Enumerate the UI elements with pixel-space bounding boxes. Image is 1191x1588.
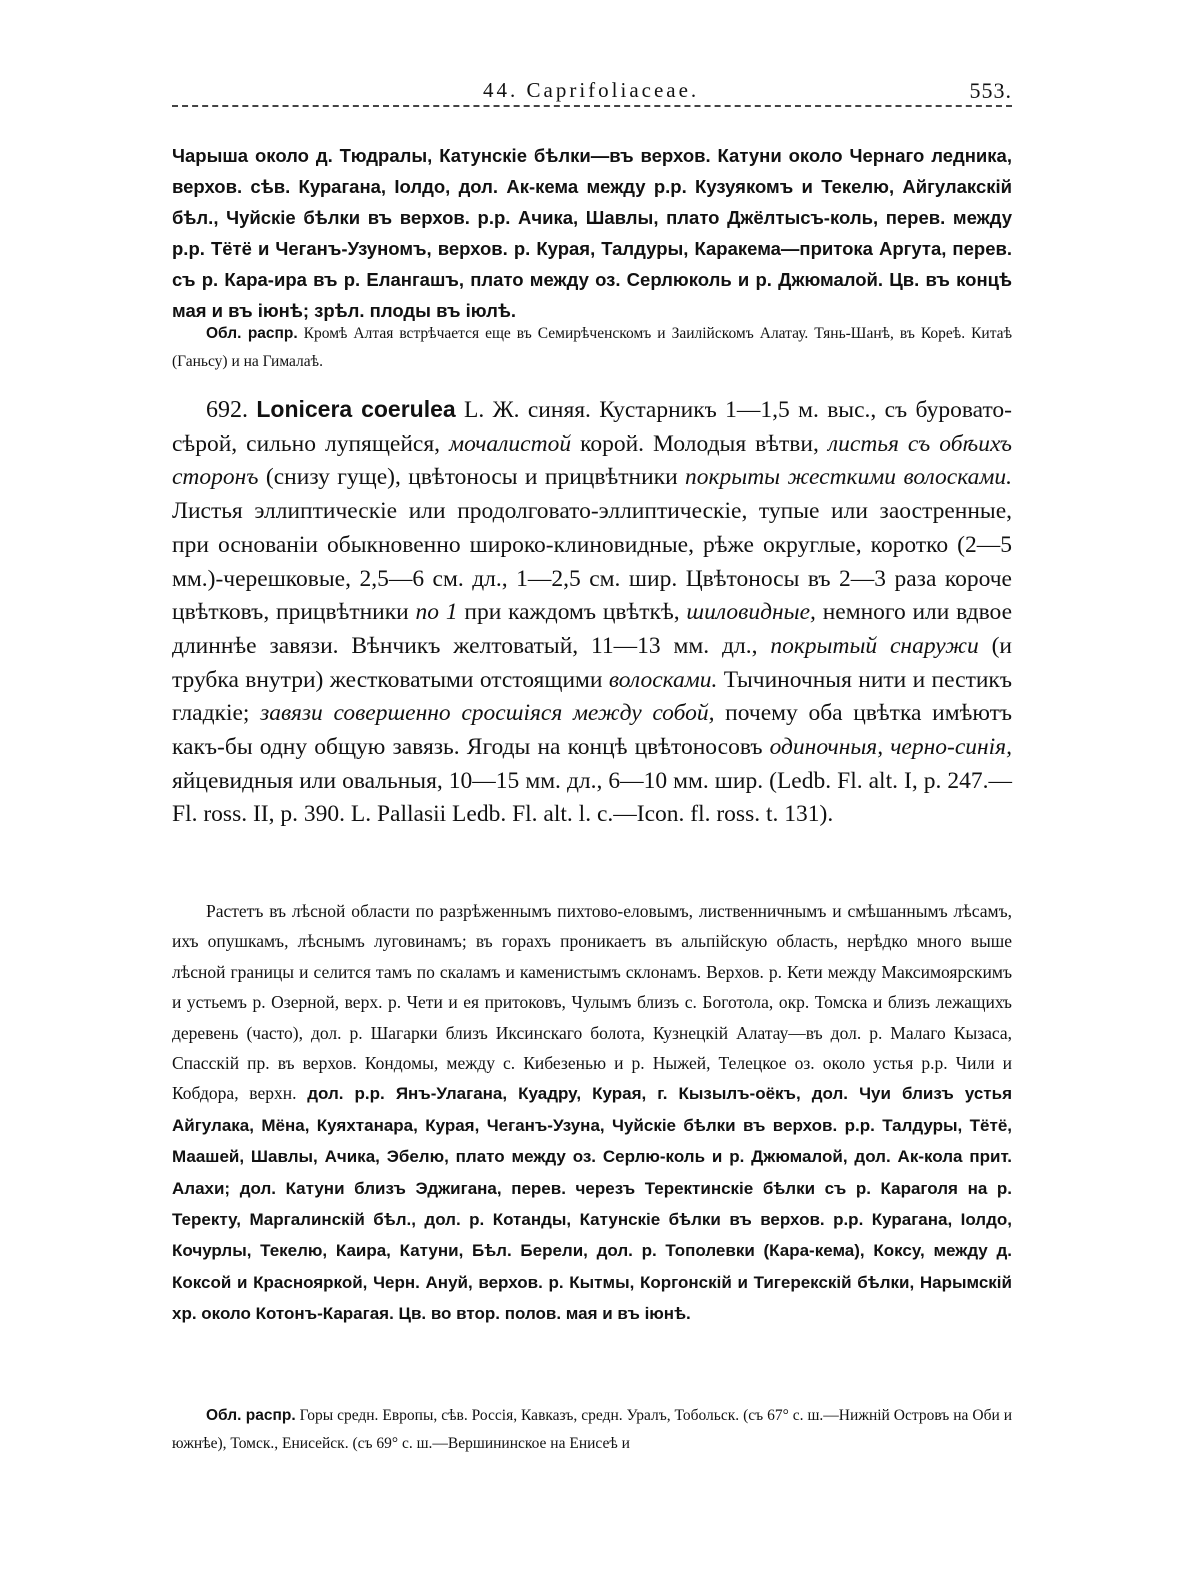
range-note-label: Обл. распр.: [206, 325, 298, 342]
species-entry: [172, 393, 1012, 832]
entry-italic: покрыты жесткими волосками.: [685, 464, 1012, 491]
range-note-2: [172, 1402, 1012, 1458]
entry-text: корой. Молодыя вѣтви,: [571, 430, 828, 457]
entry-text: Листья эллиптическіе или продолговато-эллиптическіе, тупые или заостренные, при основаніи обыкновенно широко-клиновидные, рѣже округлые, коротко (2—5 мм.)-черешковые, 2,5—6 см. дл., 1—2,5 см. шир. Цвѣтоносы въ 2—3 раза короче цвѣтковъ, прицвѣтники: [172, 498, 1012, 626]
entry-text: немного или вдвое длиннѣе завязи. Вѣнчикъ желтоватый, 11—13 мм. дл.,: [172, 599, 1013, 659]
distribution-paragraph: [172, 896, 1012, 1330]
entry-italic: волосками.: [608, 666, 718, 693]
entry-text: яйцевидныя или овальныя, 10—15 мм. дл., 6—10 мм. шир. (Ledb. Fl. alt. I, p. 247.—Fl. ross. II, p. 390. L. Pallasii Ledb. Fl. alt. l. c.—Icon. fl. ross. t. 131).: [172, 767, 1012, 828]
range-note-label: Обл. распр.: [206, 1407, 296, 1424]
species-number: 692.: [206, 397, 248, 423]
continuation-paragraph: Чарыша около д. Тюдралы, Катунскіе бѣлки—въ верхов. Катуни около Чернаго ледника, верхов. сѣв. Курагана, Іолдо, дол. Ак-кема между р.р. Кузуякомъ и Текелю, Айгулакскій бѣл., Чуйскіе бѣлки въ верхов. р.р. Ачика, Шавлы, плато Джёлтысъ-коль, перев. между р.р. Тётё и Чеганъ-Узуномъ, верхов. р. Курая, Талдуры, Каракема—притока Аргута, перев. съ р. Кара-ира въ р. Елангашъ, плато между оз. Серлюколь и р. Джюмалой. Цв. въ концѣ мая и въ іюнѣ; зрѣл. плоды въ іюлѣ.: [172, 145, 1012, 321]
entry-text: почему оба цвѣтка имѣютъ какъ-бы одну общую завязь. Ягоды на концѣ цвѣтоносовъ: [172, 700, 1012, 761]
species-latin-name: Lonicera coerulea: [256, 396, 456, 422]
range-note-1: [172, 320, 1012, 376]
entry-italic: шиловидные,: [686, 599, 816, 626]
range-note-text: Горы средн. Европы, сѣв. Россія, Кавказъ, средн. Уралъ, Тобольск. (съ 67° с. ш.—Нижній Островъ на Оби и южнѣе), Томск., Енисейск. (съ 69° с. ш.—Вершининское на Енисеѣ и: [172, 1407, 1012, 1452]
header-rule: [172, 105, 1012, 107]
running-header: [172, 78, 1012, 108]
entry-text: Тычиночныя нити и пестикъ гладкіе;: [172, 666, 1012, 727]
entry-text: (и трубка внутри) жестковатыми отстоящими: [172, 632, 1012, 693]
entry-italic: покрытый снаружи: [770, 632, 979, 659]
header-title: 44. Caprifoliaceae.: [477, 78, 705, 103]
entry-italic: по 1: [415, 599, 458, 626]
page-number: 553.: [964, 78, 1013, 104]
entry-text: L. Ж. синяя. Кустарникъ 1—1,5 м. выс., съ буровато-сѣрой, сильно лупящейся,: [172, 397, 1012, 457]
entry-italic: одиночныя, черно-синія,: [769, 734, 1012, 761]
entry-text: (снизу гуще), цвѣтоносы и прицвѣтники: [258, 464, 686, 491]
distribution-text: Растетъ въ лѣсной области по разрѣженнымъ пихтово-еловымъ, лиственничнымъ и смѣшаннымъ лѣсамъ, ихъ опушкамъ, лѣснымъ луговинамъ; въ горахъ проникаетъ въ альпійскую область, нерѣдко много выше лѣсной границы и селится тамъ по скаламъ и каменистымъ склонамъ. Верхов. р. Кети между Максимоярскимъ и устьемъ р. Озерной, верх. р. Чети и ея притоковъ, Чулымъ близъ с. Боготола, окр. Томска и близъ лежащихъ деревень (часто), дол. р. Шагарки близъ Иксинскаго болота, Кузнецкій Алатау—въ дол. р. Малаго Кызаса, Спасскій пр. въ верхов. Кондомы, между с. Кибезенью и р. Ныжей, Телецкое оз. около устья р.р. Чили и Кобдора, верхн.: [172, 901, 1012, 1104]
entry-text: при каждомъ цвѣткѣ,: [457, 599, 687, 626]
entry-italic: листья съ обѣихъ сторонъ: [172, 430, 1013, 491]
distribution-bold-text: дол. р.р. Янъ-Улагана, Куадру, Курая, г. Кызылъ-оёкъ, дол. Чуи близъ устья Айгулака, Мёна, Куяхтанара, Курая, Чеганъ-Узуна, Чуйскіе бѣлки въ верхов. р.р. Талдуры, Тётё, Маашей, Шавлы, Ачика, Эбелю, плато между оз. Серлю-коль и р. Джюмалой, дол. Ак-кола прит. Алахи; дол. Катуни близъ Эджигана, перев. черезъ Теректинскіе бѣлки съ р. Караголя на р. Теректу, Маргалинскій бѣл., дол. р. Котанды, Катунскіе бѣлки въ верхов. р.р. Курагана, Іолдо, Кочурлы, Текелю, Каира, Катуни, Бѣл. Берели, дол. р. Тополевки (Кара-кема), Коксу, между д. Коксой и Краснояркой, Черн. Ануй, верхов. р. Кытмы, Коргонскій и Тигерекскій бѣлки, Нарымскій хр. около Котонъ-Карагая. Цв. во втор. полов. мая и въ іюнѣ.: [172, 1084, 1012, 1324]
entry-italic: завязи совершенно сросшіяся между собой,: [260, 700, 715, 727]
entry-italic: мочалистой: [449, 430, 572, 457]
range-note-text: Кромѣ Алтая встрѣчается еще въ Семирѣченскомъ и Заилійскомъ Алатау. Тянь-Шанѣ, въ Кореѣ. Китаѣ (Ганьсу) и на Гималаѣ.: [172, 325, 1012, 370]
